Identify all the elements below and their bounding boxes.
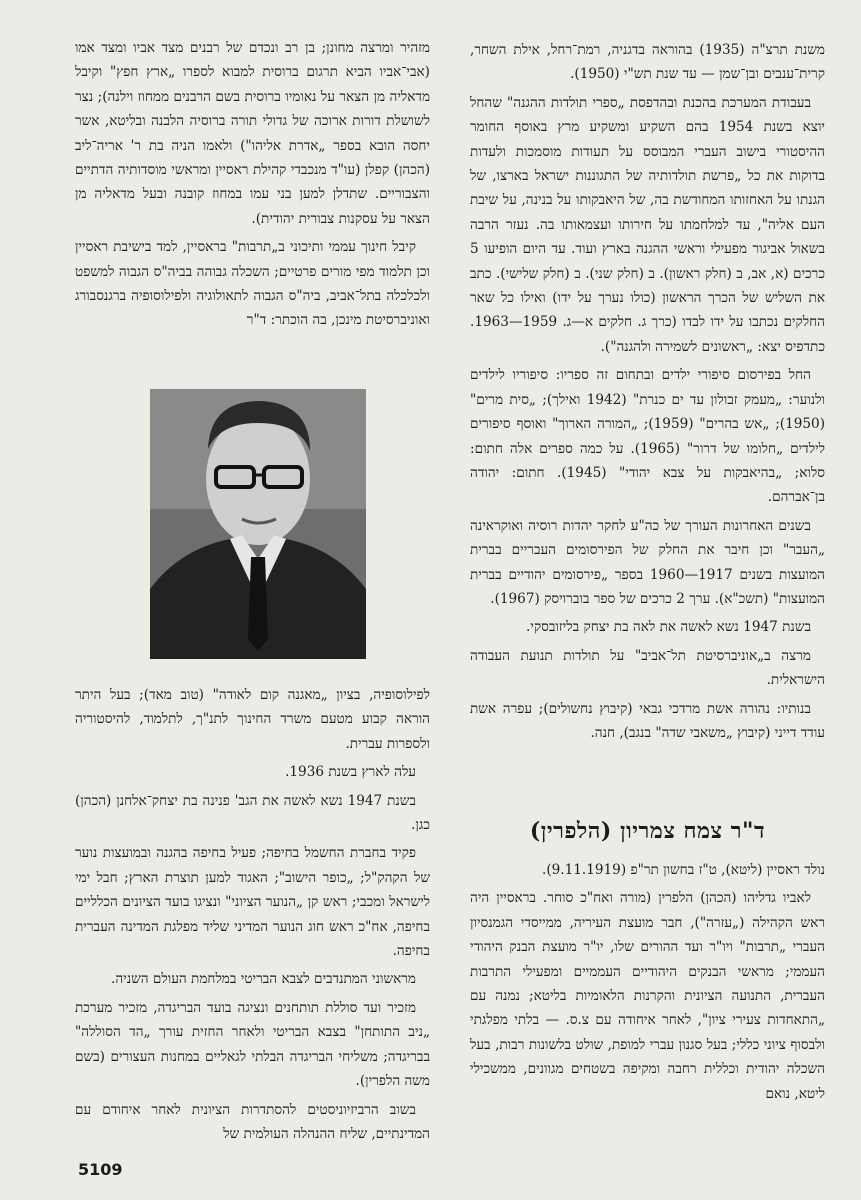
right-column-lower: [470, 858, 825, 1110]
paragraph: בשוב הרביזיוניסטים להסתדרות הציונית לאחר איחודם עם המדינתיים, שליח ההנהלה העולמית של: [75, 1101, 430, 1142]
paragraph: פקיד בחברת החשמל בחיפה; פעיל בחיפה בהגנה ובמועצות נוער של הקהק"ל; „כופר הישוב"; האגוד למען תוצרת הארץ; חבל ימי לישראל ומכבי; ראש קן „הנוער הציוני" ונציגו בועד הציונים הכלליים בחיפה, אח"כ ראש חוג הנוער המדיני שליד מפלגת המדינה העברית בחיפה.: [75, 845, 430, 960]
paragraph: מראשוני המתנדבים לצבא הבריטי במלחמת העולם השניה.: [111, 971, 416, 988]
paragraph: החל בפירסום סיפורי ילדים ובתחום זה ספריו: סיפוריו לילדים ולנוער: „מעמק זבולון עד ים כנרת" (1942 ואילך); „סית מרים" (1950); „אש בהרים" (1959); „המורה הארוך" ואוסף סיפורים לילדים „חלומו של דרור" (1965). על כמה ספרים אלה חתום: סלוא; „בהיאבקות על צבא יהודי" (1945). חתום: יהודה בן־אברהם.: [470, 367, 825, 506]
portrait-image: [150, 389, 366, 659]
paragraph: בשנים האחרונות העורך של כה"ע לחקר יהדות רוסיה ואוקראינה „העבר" וכן חיבר את החלק של הפירסומים העבריים בברית המועצות בשנים 1917—1960 בספר „פירסומים יהודיים בברית המועצות" (תשכ"א). ערך 2 כרכים של ספר בוברויסק (1967).: [470, 517, 825, 607]
paragraph: לפילוסופיה, בציון „מאגנה קום לאודה" (טוב מאד); בעל היתר הוראה קבוע מטעם משרד החינוך לתנ"ך, לתלמוד, להיסטוריה ולספרות עברית.: [75, 687, 430, 752]
paragraph: מרצה ב„אוניברסיטת תל־אביב" על תולדות תנועת העבודה הישראלית.: [470, 647, 825, 689]
paragraph: לאביו גדליהו (הכהן) הלפרין (מורה ואח"כ סוחר. בראסיין היה ראש הקהילה („עזרה"), חבר מועצת העיריה, ממייסדי הגמנסיון העברי „תרבות" ויו"ר ועד ההורים שלו, יו"ר מועצת הבנק היהודי העממי; מראשי הבנקים היהודיים העממיים ומפעילי התרבות העברית, התנועה הציונית והקרנות הלאומיות בליטא; נמנה עם „התאחדות צעירי ציון", לאחר איחודה עם צ.ס. — בלתי מפלגתי ולבסוף ציוני כללי; בעל סגנון עברי למופת, שולט בלשונות רבות, בעל השכלה יהודית וכללית רחבה ומקיפה בשטחים מגוונים, ממשכילי ליטא, נואם: [470, 890, 825, 1102]
left-column-lower: [75, 683, 430, 1150]
biography-heading: ד"ר צמח צמריון (הלפרין): [529, 818, 766, 844]
paragraph: משנת תרצ"ה (1935) בהוראה בדגניה, רמת־רחל, אילת השחר, קרית־ענבים ובן־שמן — עד שנת תש"י (1950).: [470, 42, 825, 83]
right-column: [470, 38, 825, 749]
paragraph: בשנת 1947 נשא לאשה את הגב' פנינה בת יצחק־אלחנן (הכהן) כגן.: [75, 792, 430, 834]
portrait-photo: [150, 389, 366, 659]
paragraph: מזכיר ועד סוללת תותחנים ונציגה בועד הבריגדה, מזכיר מערכת „ניב התותחן" בצבא הבריטי ולאחר החזית עורך „הד הסוללה" בבריגדה; משליחי הבריגדה הבלתי לגאליים במחנות העצורים (בשם משה הלפרין).: [75, 999, 430, 1090]
paragraph: קיבל חינוך עממי ותיכוני ב„תרבות" בראסיין, למד בישיבת ראסיין וכן תלמוד מפי מורים פרטיים; השכלה גבוהה בביה"ס הגבוה למשפט ולכלכלה בתל־אביב, ביה"ס הגבוה לתאולוגיה ולפילוסופיה ברגנסבורג ואוניברסיטת מינכן, בה הוכתר: ד"ר: [75, 239, 430, 329]
paragraph: נולד ראסיין (ליטא), ט"ז בחשון תר"פ (9.11.1919).: [542, 862, 825, 878]
paragraph: בשנת 1947 נשא לאשה את לאה בת יצחק בליזובסקי.: [525, 619, 811, 636]
paragraph: מזהיר ומרצה מחונן; בן רב ונכדם של רבנים מצד אביו ומצד אמו (אבי־אביו הביא תרגום ברוסית למבוא לספרו „ארץ חפץ" וקיבל מדאליה מן הצאר על נאומיו ברוסית בשם הרבנים ממחוז וילנה); נצר לשושלת דורות ארוכה של גדולי תורה ברוסיה הלבנה ובליטא, אשר יחסה הובא בספר „אדרת אליהו") ולאמו הניה בת ר' אריה־ליב (הכהן) קפלן (עו"ד מנכבדי קהילת ראסיין ומראשי מוסדותיה הדתיים והצבוריים. שתדלן למען בני עמו במחוז קובנה ובעל מדאליה מן הצאר על עסקנות צבורית יהודית).: [75, 40, 430, 227]
page-number: 5109: [78, 1160, 123, 1179]
left-column-upper: [75, 36, 430, 337]
paragraph: עלה לארץ בשנת 1936.: [285, 764, 416, 781]
paragraph: בנותיו: נהורה אשת מרדכי גבאי (קיבוץ נחשולים); עפרה אשת עודד דייני (קיבוץ „משאבי שדה" בנגב), חנה.: [470, 700, 825, 741]
paragraph: בעבודת המערכת בהכנת ובהדפסת „ספרי תולדות ההגנה" שהחל יוצא בשנת 1954 בהם השקיע ומשקיע מרץ באוסף החומר ההיסטורי בישוב העברי המבוסס על תעודות מוסמכות ולעדות בדוקות את כל „פרשת תולדותיה של התגוננות ישראל בארצו, של הגנתו על האחזותו המחודשת בה, של היאבקותו על בנינה, על שיבת העם אליה", עד למלחמתו על חירותו ועצמאותו בה. נעזר הרבה בשאול אביגור מפעילי וראשי ההגנה בארץ ועוד. עד היום הופיעו 5 כרכים (א, אב, ב (חלק ראשון). ב (חלק שני). ב (חלק שלישי). כתב את השליש של הכרך הראשון (כולו נערך על ידו) ואילו כל שאר החלקים נכתבו על ידו לבדו (כרך ג. חלקים א—ג. 1959—1963. כתדפיס יצא: „ראשונים לשמירה ולהגנה").: [470, 94, 825, 355]
